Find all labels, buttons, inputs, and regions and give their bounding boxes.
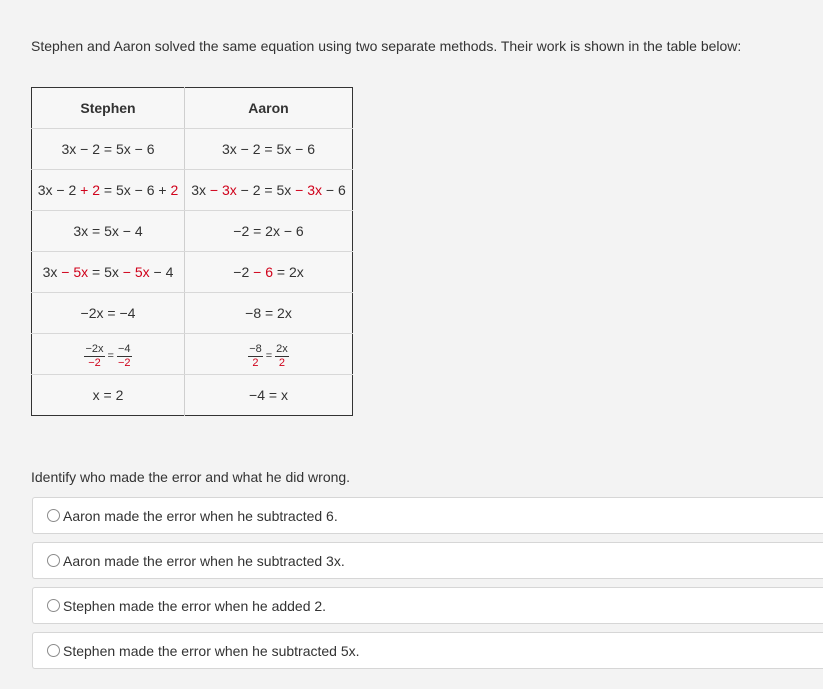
step-cell-aaron <box>185 170 353 211</box>
step-cell-aaron <box>185 252 353 293</box>
step-cell-aaron <box>185 293 353 334</box>
step-cell-stephen <box>32 170 185 211</box>
radio-button[interactable] <box>47 644 60 657</box>
equation-text: 3x − 2 = 5x − 6 <box>61 141 155 157</box>
equation-text: = 5x <box>88 264 123 280</box>
option-label: Stephen made the error when he added 2. <box>63 597 327 614</box>
equation-text: −2 <box>233 264 254 280</box>
table-row <box>32 375 353 416</box>
answer-option[interactable] <box>32 497 823 534</box>
fraction <box>117 343 132 370</box>
step-cell-aaron <box>185 334 353 375</box>
answer-option[interactable] <box>32 542 823 579</box>
equation-text: − 4 <box>149 264 174 280</box>
equation-text: −8 = 2x <box>245 305 292 321</box>
intro-text: Stephen and Aaron solved the same equation using two separate methods. Their work is shown in the table below: <box>31 38 742 54</box>
answer-option[interactable] <box>32 587 823 624</box>
step-cell-stephen <box>32 334 185 375</box>
highlighted-term: − 3x <box>295 182 323 198</box>
numerator: −2x <box>85 342 104 355</box>
header-aaron: Aaron <box>185 88 353 129</box>
highlighted-term: − 5x <box>61 264 89 280</box>
table-row <box>32 252 353 293</box>
table-header-row <box>32 88 353 129</box>
equation-text: x = 2 <box>92 387 124 403</box>
table-row <box>32 211 353 252</box>
equals-sign: = <box>265 350 273 362</box>
equation-text: = 5x − 6 + <box>100 182 171 198</box>
numerator: −4 <box>117 342 131 355</box>
denominator: −2 <box>88 356 101 369</box>
highlighted-term: − 6 <box>253 264 273 280</box>
table-row <box>32 129 353 170</box>
equation-text: 3x <box>191 182 210 198</box>
fraction <box>84 343 104 370</box>
fraction <box>275 343 289 370</box>
radio-button[interactable] <box>47 509 60 522</box>
highlighted-term: + 2 <box>80 182 101 198</box>
option-label: Aaron made the error when he subtracted 3x. <box>63 552 345 569</box>
header-stephen: Stephen <box>32 88 185 129</box>
fraction <box>248 343 263 370</box>
equation-text: −4 = x <box>249 387 288 403</box>
denominator: −2 <box>117 356 131 369</box>
step-cell-stephen <box>32 211 185 252</box>
answer-options <box>32 497 823 677</box>
option-label: Aaron made the error when he subtracted 6. <box>63 507 338 524</box>
highlighted-term: − 5x <box>122 264 150 280</box>
step-cell-stephen <box>32 375 185 416</box>
equation-text: 3x − 2 = 5x − 6 <box>221 141 315 157</box>
equation-text: 3x <box>42 264 62 280</box>
fraction-equation <box>248 343 289 370</box>
highlighted-term: 2 <box>170 182 179 198</box>
step-cell-aaron <box>185 375 353 416</box>
equation-text: − 6 <box>322 182 346 198</box>
equation-text: = 2x <box>272 264 304 280</box>
option-label: Stephen made the error when he subtracted 5x. <box>63 642 360 659</box>
highlighted-term: − 3x <box>209 182 237 198</box>
work-table-body <box>32 129 353 416</box>
step-cell-stephen <box>32 252 185 293</box>
step-cell-stephen <box>32 293 185 334</box>
fraction-equation <box>84 343 131 370</box>
equation-text: − 2 = 5x <box>236 182 296 198</box>
numerator: 2x <box>276 342 288 355</box>
answer-option[interactable] <box>32 632 823 669</box>
radio-button[interactable] <box>47 554 60 567</box>
step-cell-aaron <box>185 211 353 252</box>
question-text: Identify who made the error and what he did wrong. <box>31 469 351 485</box>
equation-text: −2x = −4 <box>80 305 136 321</box>
step-cell-stephen <box>32 129 185 170</box>
equals-sign: = <box>107 350 114 362</box>
numerator: −8 <box>249 342 262 355</box>
denominator: 2 <box>278 356 286 369</box>
table-row <box>32 170 353 211</box>
table-row <box>32 293 353 334</box>
work-table <box>31 87 353 416</box>
equation-text: 3x − 2 <box>37 182 81 198</box>
table-row <box>32 334 353 375</box>
step-cell-aaron <box>185 129 353 170</box>
equation-text: 3x = 5x − 4 <box>73 223 143 239</box>
radio-button[interactable] <box>47 599 60 612</box>
denominator: 2 <box>252 356 259 369</box>
equation-text: −2 = 2x − 6 <box>233 223 304 239</box>
